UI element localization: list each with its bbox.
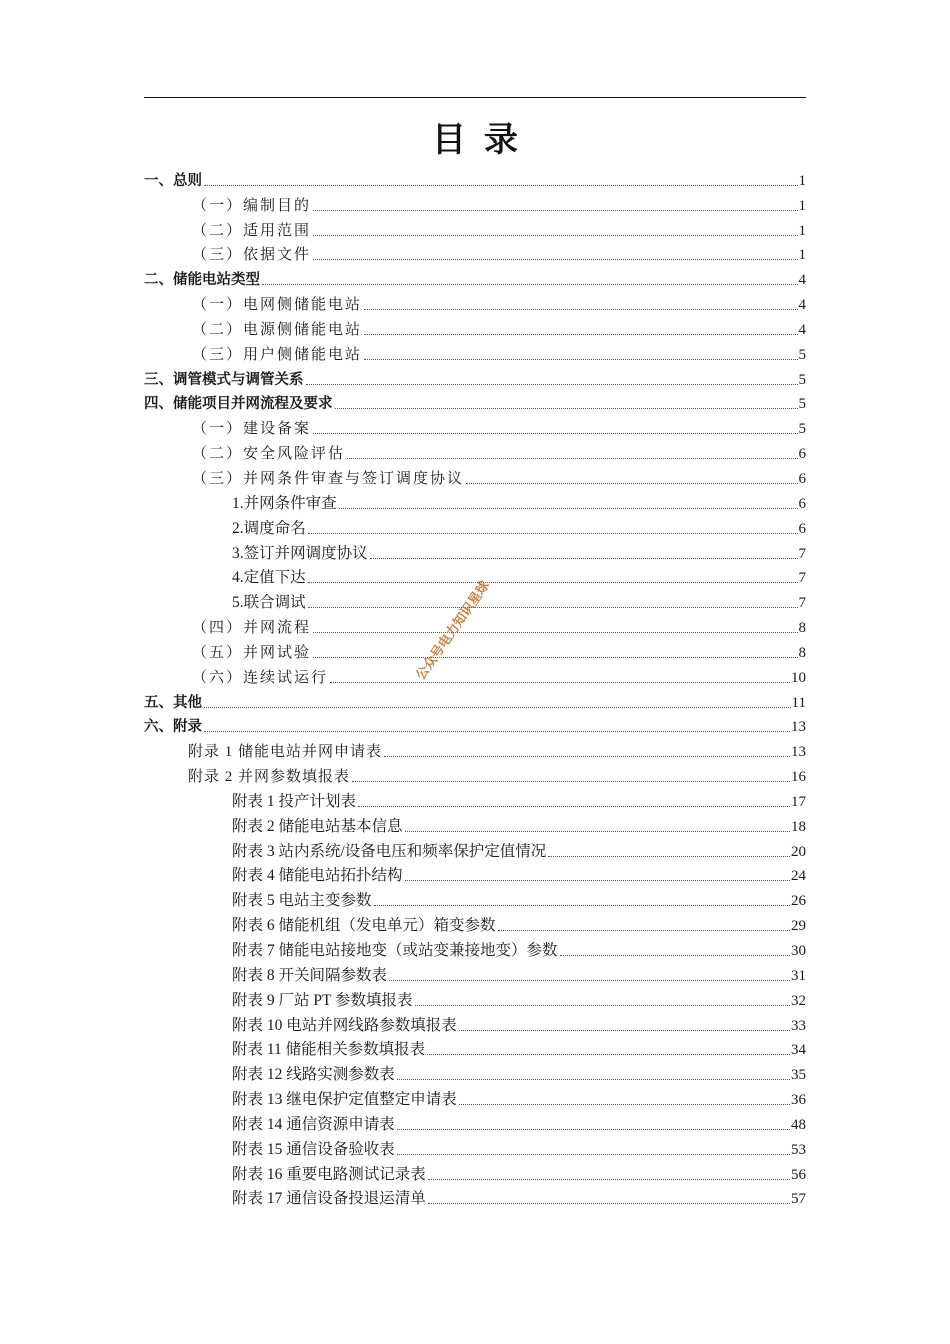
dot-leader (548, 856, 790, 857)
dot-leader (352, 781, 790, 782)
dot-leader (204, 707, 791, 708)
toc-entry-page-number: 31 (791, 967, 806, 984)
toc-entry-10[interactable] (144, 415, 806, 440)
toc-entry-37[interactable] (144, 1086, 806, 1111)
toc-entry-label: 三、调管模式与调管关系 (144, 371, 304, 388)
dot-leader (364, 309, 797, 310)
toc-entry-6[interactable] (144, 316, 806, 341)
dot-leader (358, 806, 790, 807)
toc-entry-page-number: 7 (798, 545, 806, 562)
dot-leader (370, 558, 798, 559)
toc-entry-label: 附表 16 重要电路测试记录表 (232, 1165, 426, 1183)
toc-entry-label: 附录 1 储能电站并网申请表 (188, 744, 383, 761)
toc-entry-page-number: 16 (791, 769, 806, 786)
dot-leader (466, 483, 797, 484)
dot-leader (415, 1005, 790, 1006)
toc-entry-label: 附表 8 开关间隔参数表 (232, 966, 388, 984)
toc-entry-22[interactable] (144, 714, 806, 739)
toc-entry-32[interactable] (144, 962, 806, 987)
toc-entry-page-number: 20 (791, 843, 806, 860)
toc-entry-11[interactable] (144, 440, 806, 465)
toc-entry-label: 附表 9 厂站 PT 参数填报表 (232, 991, 413, 1009)
toc-entry-3[interactable] (144, 242, 806, 267)
toc-entry-label: 附表 15 通信设备验收表 (232, 1140, 395, 1158)
toc-entry-page-number: 6 (798, 470, 806, 487)
toc-entry-label: 附表 10 电站并网线路参数填报表 (232, 1016, 457, 1034)
toc-entry-page-number: 24 (791, 868, 806, 885)
toc-entry-label: （二）安全风险评估 (192, 446, 346, 463)
toc-entry-label: 2.调度命名 (232, 519, 306, 537)
toc-entry-page-number: 57 (791, 1191, 806, 1208)
toc-entry-label: 1.并网条件审查 (232, 494, 337, 512)
toc-entry-label: 附表 2 储能电站基本信息 (232, 817, 403, 835)
toc-entry-9[interactable] (144, 391, 806, 416)
table-of-contents (144, 167, 806, 1210)
dot-leader (262, 284, 798, 285)
dot-leader (397, 1079, 790, 1080)
dot-leader (313, 433, 797, 434)
toc-entry-label: （六）连续试运行 (192, 669, 329, 686)
toc-entry-page-number: 53 (791, 1141, 806, 1158)
toc-entry-label: 一、总则 (144, 172, 202, 189)
toc-entry-label: （四）并网流程 (192, 620, 312, 637)
dot-leader (427, 1054, 790, 1055)
toc-entry-page-number: 8 (798, 620, 806, 637)
dot-leader (389, 980, 790, 981)
toc-entry-31[interactable] (144, 937, 806, 962)
toc-entry-0[interactable] (144, 167, 806, 192)
dot-leader (339, 508, 798, 509)
toc-entry-23[interactable] (144, 738, 806, 763)
toc-entry-label: （三）用户侧储能电站 (192, 346, 363, 363)
toc-entry-label: 附表 12 线路实测参数表 (232, 1066, 395, 1084)
dot-leader (397, 1154, 790, 1155)
toc-entry-page-number: 1 (798, 247, 806, 264)
toc-entry-label: 3.签订并网调度协议 (232, 544, 368, 562)
toc-entry-label: （三）依据文件 (192, 247, 312, 264)
toc-entry-2[interactable] (144, 217, 806, 242)
toc-entry-page-number: 4 (798, 272, 806, 289)
toc-entry-page-number: 6 (798, 520, 806, 537)
toc-entry-34[interactable] (144, 1012, 806, 1037)
toc-entry-label: 5.联合调试 (232, 594, 306, 612)
dot-leader (313, 632, 797, 633)
toc-entry-label: 附表 11 储能相关参数填报表 (232, 1041, 426, 1059)
toc-entry-24[interactable] (144, 763, 806, 788)
toc-entry-page-number: 48 (791, 1116, 806, 1133)
dot-leader (428, 1203, 790, 1204)
toc-entry-label: 附表 4 储能电站拓扑结构 (232, 867, 403, 885)
dot-leader (374, 905, 790, 906)
toc-entry-14[interactable] (144, 515, 806, 540)
watermark-text: 公众号电力知识星球 (413, 578, 493, 683)
toc-entry-25[interactable] (144, 788, 806, 813)
toc-entry-page-number: 5 (798, 346, 806, 363)
header-rule (144, 97, 806, 98)
toc-entry-label: 附表 1 投产计划表 (232, 792, 357, 810)
toc-entry-page-number: 13 (791, 719, 806, 736)
toc-entry-36[interactable] (144, 1061, 806, 1086)
toc-entry-41[interactable] (144, 1186, 806, 1211)
toc-entry-28[interactable] (144, 863, 806, 888)
toc-entry-page-number: 6 (798, 446, 806, 463)
toc-entry-page-number: 5 (798, 421, 806, 438)
toc-entry-7[interactable] (144, 341, 806, 366)
toc-entry-page-number: 17 (791, 793, 806, 810)
toc-entry-page-number: 13 (791, 744, 806, 761)
toc-entry-page-number: 18 (791, 818, 806, 835)
dot-leader (364, 359, 797, 360)
toc-entry-label: 附表 6 储能机组（发电单元）箱变参数 (232, 917, 496, 935)
toc-entry-label: 4.定值下达 (232, 569, 306, 587)
dot-leader (560, 955, 790, 956)
toc-entry-page-number: 1 (798, 197, 806, 214)
toc-entry-page-number: 26 (791, 893, 806, 910)
toc-entry-label: 附表 17 通信设备投退运清单 (232, 1190, 426, 1208)
toc-entry-label: （五）并网试验 (192, 644, 312, 661)
toc-entry-label: 附表 14 通信资源申请表 (232, 1115, 395, 1133)
toc-entry-page-number: 10 (791, 669, 806, 686)
toc-entry-label: （三）并网条件审查与签订调度协议 (192, 470, 465, 487)
toc-entry-page-number: 1 (798, 222, 806, 239)
dot-leader (428, 1179, 790, 1180)
toc-entry-label: 附表 5 电站主变参数 (232, 892, 372, 910)
dot-leader (364, 334, 797, 335)
toc-entry-8[interactable] (144, 366, 806, 391)
dot-leader (204, 731, 790, 732)
dot-leader (313, 210, 797, 211)
toc-entry-page-number: 33 (791, 1017, 806, 1034)
toc-entry-38[interactable] (144, 1111, 806, 1136)
toc-entry-page-number: 56 (791, 1166, 806, 1183)
toc-entry-1[interactable] (144, 192, 806, 217)
dot-leader (405, 831, 790, 832)
toc-entry-19[interactable] (144, 639, 806, 664)
dot-leader (459, 1104, 790, 1105)
toc-entry-label: 附录 2 并网参数填报表 (188, 769, 351, 786)
toc-entry-5[interactable] (144, 291, 806, 316)
toc-entry-page-number: 1 (798, 172, 806, 189)
toc-entry-page-number: 30 (791, 943, 806, 959)
toc-entry-label: 附表 13 继电保护定值整定申请表 (232, 1091, 457, 1109)
dot-leader (306, 384, 798, 385)
toc-entry-page-number: 36 (791, 1092, 806, 1109)
dot-leader (204, 185, 798, 186)
toc-entry-39[interactable] (144, 1136, 806, 1161)
toc-entry-page-number: 7 (798, 570, 806, 587)
dot-leader (397, 1129, 790, 1130)
toc-entry-page-number: 4 (798, 297, 806, 314)
toc-entry-page-number: 35 (791, 1067, 806, 1084)
dot-leader (498, 930, 790, 931)
dot-leader (335, 408, 798, 409)
toc-entry-21[interactable] (144, 689, 806, 714)
toc-entry-page-number: 8 (798, 644, 806, 661)
toc-entry-page-number: 5 (798, 396, 806, 413)
toc-entry-label: （二）适用范围 (192, 222, 312, 239)
dot-leader (313, 259, 797, 260)
toc-entry-33[interactable] (144, 987, 806, 1012)
dot-leader (459, 1030, 790, 1031)
dot-leader (313, 657, 797, 658)
toc-entry-page-number: 34 (791, 1042, 806, 1059)
toc-entry-page-number: 6 (798, 495, 806, 512)
toc-entry-13[interactable] (144, 490, 806, 515)
toc-entry-page-number: 4 (798, 321, 806, 338)
toc-entry-label: 六、附录 (144, 719, 202, 736)
toc-entry-4[interactable] (144, 266, 806, 291)
page-title: 目录 (432, 120, 536, 160)
toc-entry-page-number: 11 (791, 694, 806, 711)
dot-leader (313, 235, 797, 236)
toc-entry-page-number: 29 (791, 918, 806, 935)
toc-entry-30[interactable] (144, 912, 806, 937)
toc-entry-label: （一）建设备案 (192, 421, 312, 438)
toc-entry-26[interactable] (144, 813, 806, 838)
toc-entry-29[interactable] (144, 887, 806, 912)
toc-entry-page-number: 7 (798, 595, 806, 612)
toc-entry-label: （一）编制目的 (192, 197, 312, 214)
toc-entry-label: 二、储能电站类型 (144, 272, 260, 289)
dot-leader (347, 458, 797, 459)
toc-entry-label: （二）电源侧储能电站 (192, 321, 363, 338)
toc-entry-label: 五、其他 (144, 694, 202, 711)
toc-entry-35[interactable] (144, 1037, 806, 1062)
dot-leader (308, 607, 798, 608)
dot-leader (308, 582, 798, 583)
dot-leader (405, 880, 790, 881)
toc-entry-20[interactable] (144, 664, 806, 689)
toc-entry-page-number: 32 (791, 992, 806, 1009)
toc-entry-40[interactable] (144, 1161, 806, 1186)
toc-entry-27[interactable] (144, 838, 806, 863)
toc-entry-label: 附表 7 储能电站接地变（或站变兼接地变）参数 (232, 942, 558, 959)
toc-entry-page-number: 5 (798, 371, 806, 388)
toc-entry-label: （一）电网侧储能电站 (192, 297, 363, 314)
toc-entry-15[interactable] (144, 540, 806, 565)
dot-leader (330, 682, 790, 683)
toc-entry-12[interactable] (144, 465, 806, 490)
toc-entry-18[interactable] (144, 614, 806, 639)
dot-leader (308, 533, 798, 534)
toc-entry-label: 附表 3 站内系统/设备电压和频率保护定值情况 (232, 842, 547, 860)
toc-entry-label: 四、储能项目并网流程及要求 (144, 396, 333, 413)
dot-leader (384, 756, 790, 757)
